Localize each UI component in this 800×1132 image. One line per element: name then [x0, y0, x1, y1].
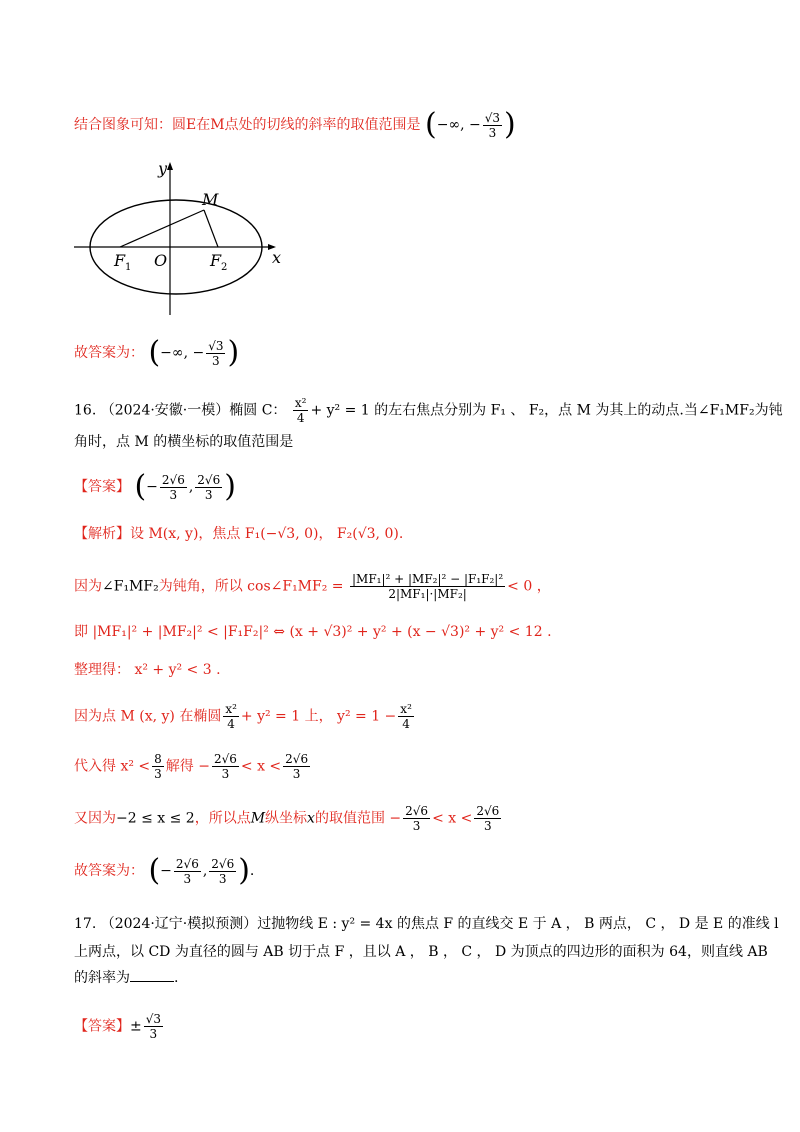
point-f2-label: F: [210, 251, 222, 270]
analysis-step-6: 又因为−2 ≤ x ≤ 2，所以点M纵坐标x的取值范围 − $\frac{2√6}{3}$ < x < $\frac{2√6}{3}$: [74, 804, 500, 833]
conclusion-line: 结合图象可知：圆E在M点处的切线的斜率的取值范围是 (−∞, − $\frac{√3}{3}$ ): [74, 107, 516, 142]
question-17-line1: 17. （2024·辽宁·模拟预测）过抛物线 E : y² = 4x 的焦点 F 的直线交 E 于 A ， B 两点， C ， D 是 E 的准线 l: [74, 916, 779, 932]
conclusion-text: 结合图象可知：圆E在M点处的切线的斜率的取值范围是: [74, 117, 421, 133]
answer-15-line: 故答案为： (−∞, − $\frac{√3}{3}$ ): [74, 335, 240, 370]
segment-mf2: [204, 210, 218, 247]
analysis-step-2: 即 |MF₁|² + |MF₂|² < |F₁F₂|² ⇔ (x + √3)² + y² + (x − √3)² + y² < 12 .: [74, 624, 552, 640]
answer-blank: [130, 969, 174, 982]
point-f1-label: F: [114, 251, 126, 270]
point-f2-sub: 2: [221, 262, 228, 273]
question-17-line2: 上两点，以 CD 为直径的圆与 AB 切于点 F ，且以 A ， B ， C ， D 为顶点的四边形的面积为 64，则直线 AB: [74, 944, 768, 960]
question-16-line2: 角时，点 M 的横坐标的取值范围是: [74, 434, 294, 450]
question-17-answer: 【答案】± $\frac{√3}{3}$: [74, 1012, 162, 1041]
origin-label: O: [154, 251, 168, 270]
ellipse-figure: [64, 150, 304, 320]
analysis-line: 【解析】设 M(x, y)，焦点 F₁(−√3, 0)， F₂(√3, 0).: [74, 526, 404, 542]
analysis-step-3: 整理得： x² + y² < 3 .: [74, 662, 221, 678]
question-16-line1: 16. （2024·安徽·一模）椭圆 C： $\frac{\text{x²}}{4}$ + y² = 1 的左右焦点分别为 F₁ 、 F₂，点 M 为其上的动点.当∠F₁MF₂为钝: [74, 396, 783, 425]
analysis-step-1: 因为∠F₁MF₂为钝角，所以 cos∠F₁MF₂ = $\frac{\text{|MF₁|² + |MF₂|² − |F₁F₂|²}}{\text{2|MF₁|·|MF₂|}}$ < 0 ，: [74, 572, 551, 601]
segment-mf1: [120, 210, 204, 247]
analysis-step-5: 代入得 x² < $\frac{8}{3}$ 解得 − $\frac{2√6}{3}$ < x < $\frac{2√6}{3}$: [74, 752, 309, 781]
analysis-step-4: 因为点 M (x, y) 在椭圆 $\frac{\text{x²}}{4}$ + y² = 1 上， y² = 1 − $\frac{\text{x²}}{4}$: [74, 702, 412, 731]
point-f1-sub: 1: [125, 262, 132, 273]
answer-16-line: 故答案为： (− $\frac{2√6}{3}$ , $\frac{2√6}{3}$ ).: [74, 853, 255, 888]
point-m-label: M: [202, 190, 219, 209]
y-label: y: [158, 159, 168, 178]
question-17-line3: 的斜率为 .: [74, 970, 179, 986]
question-16-answer: 【答案】 (− $\frac{2√6}{3}$ , $\frac{2√6}{3}$ ): [74, 469, 236, 504]
y-axis-arrow: [167, 162, 173, 170]
x-label: x: [272, 248, 282, 267]
